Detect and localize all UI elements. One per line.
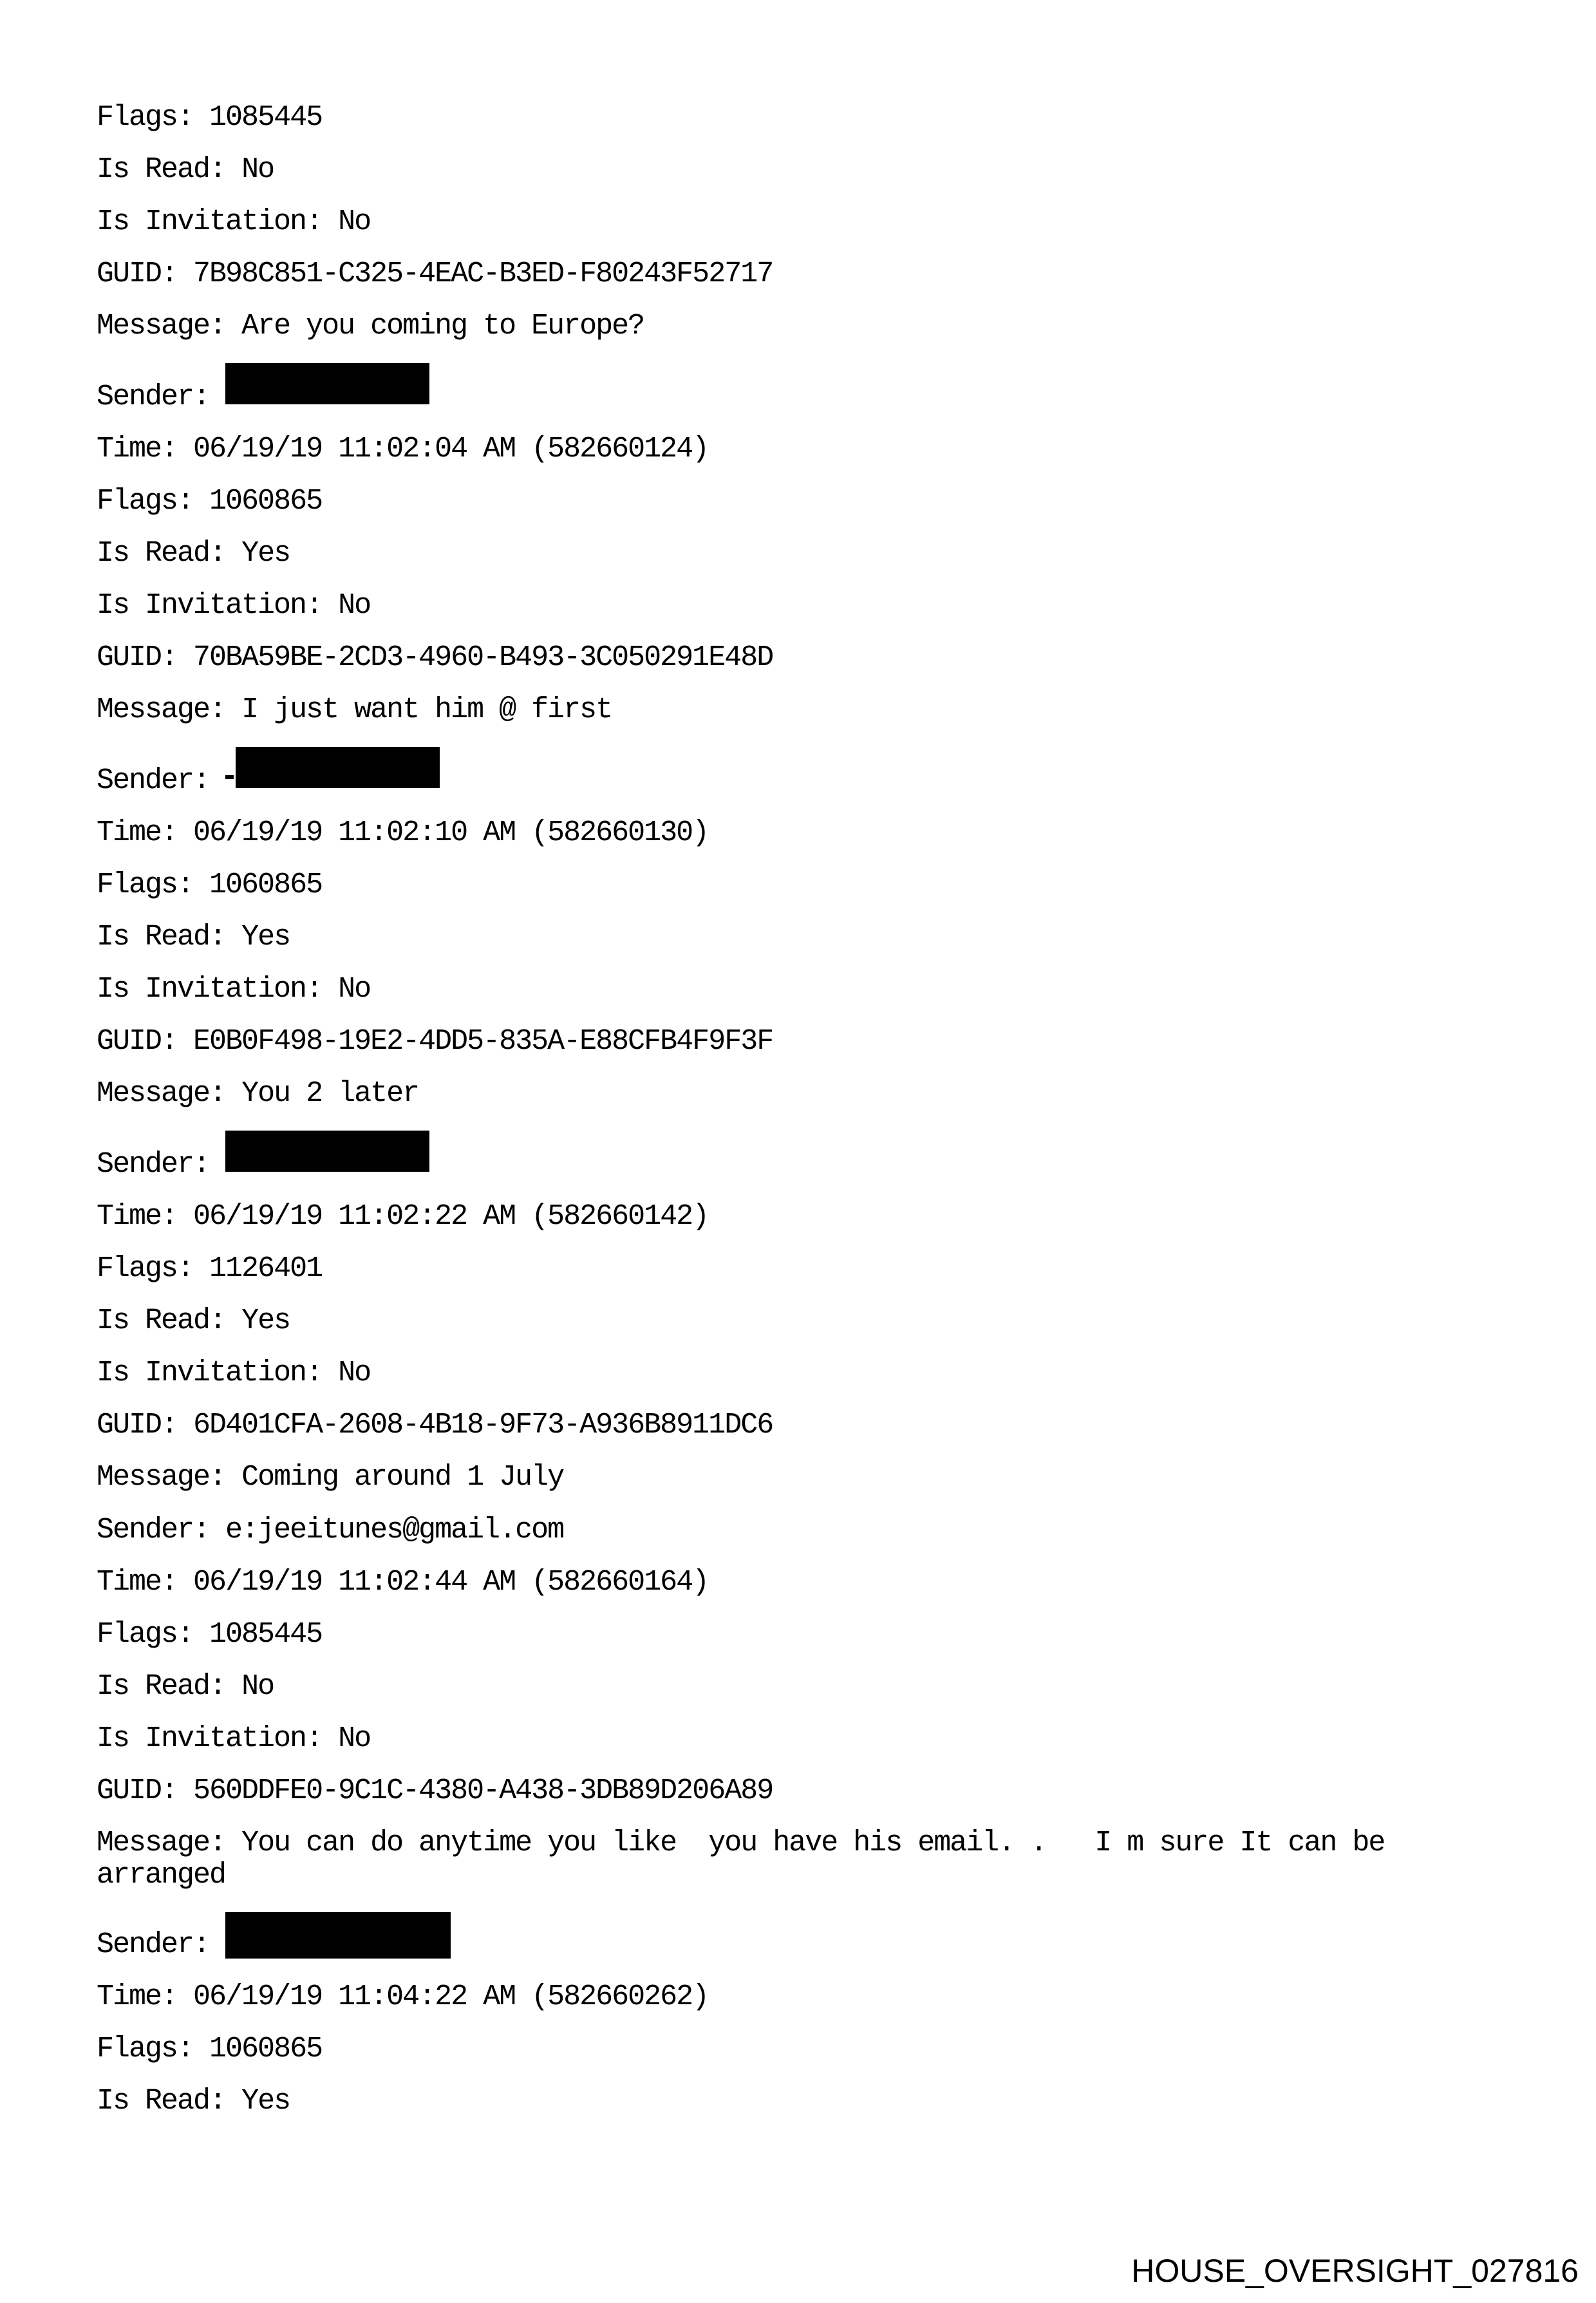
- field-value: 1085445: [209, 101, 323, 134]
- field-line-is-invitation: [97, 206, 1487, 238]
- field-line-message: [97, 694, 1487, 726]
- field-label: Time:: [97, 1566, 178, 1599]
- field-value: 1060865: [209, 485, 323, 518]
- field-label: Sender:: [97, 1148, 210, 1181]
- field-label: Message:: [97, 1077, 226, 1110]
- field-line-sender: [97, 1131, 1487, 1181]
- message-record: [97, 102, 1487, 343]
- field-value: E0B0F498-19E2-4DD5-835A-E88CFB4F9F3F: [193, 1025, 773, 1058]
- field-label: Sender:: [97, 1928, 210, 1961]
- field-line-is-invitation: [97, 1357, 1487, 1389]
- bates-number: HOUSE_OVERSIGHT_027816: [1131, 2253, 1579, 2289]
- field-label: Time:: [97, 433, 178, 465]
- field-line-is-read: [97, 2085, 1487, 2118]
- message-record: [97, 747, 1487, 1110]
- field-label: Is Read:: [97, 1670, 226, 1703]
- field-value: No: [338, 205, 371, 238]
- field-line-guid: [97, 1409, 1487, 1442]
- field-value: 70BA59BE-2CD3-4960-B493-3C050291E48D: [193, 641, 773, 674]
- field-line-sender: [97, 363, 1487, 413]
- field-value: 6D401CFA-2608-4B18-9F73-A936B8911DC6: [193, 1409, 773, 1442]
- field-value: Yes: [241, 1304, 290, 1337]
- field-value: 06/19/19 11:02:10 AM (582660130): [193, 816, 709, 849]
- field-label: Message:: [97, 693, 226, 726]
- field-label: Is Read:: [97, 921, 226, 954]
- field-label: GUID:: [97, 1025, 178, 1058]
- field-value: 1060865: [209, 869, 323, 901]
- field-line-message: [97, 1827, 1487, 1892]
- redacted-char-fragment: [225, 775, 234, 779]
- field-line-time: [97, 1566, 1487, 1599]
- field-label: Is Read:: [97, 537, 226, 570]
- field-label: Message:: [97, 1827, 226, 1859]
- field-label: Is Read:: [97, 153, 226, 186]
- field-line-flags: [97, 2033, 1487, 2065]
- redaction-bar: [236, 747, 440, 788]
- field-line-is-read: [97, 1305, 1487, 1337]
- field-value: Coming around 1 July: [241, 1461, 564, 1494]
- field-value: You 2 later: [241, 1077, 419, 1110]
- redaction-bar: [225, 1912, 451, 1959]
- field-label: Message:: [97, 310, 226, 343]
- field-value: No: [241, 1670, 274, 1703]
- field-value: 560DDFE0-9C1C-4380-A438-3DB89D206A89: [193, 1774, 773, 1807]
- field-line-sender: [97, 1514, 1487, 1546]
- message-record: [97, 1912, 1487, 2118]
- field-label: Flags:: [97, 1618, 194, 1651]
- message-log-page: [97, 102, 1487, 2138]
- field-label: Flags:: [97, 869, 194, 901]
- field-value: e:jeeitunes@gmail.com: [225, 1514, 564, 1546]
- field-label: Is Read:: [97, 2085, 226, 2118]
- field-line-flags: [97, 1619, 1487, 1651]
- message-record: [97, 1131, 1487, 1494]
- field-label: GUID:: [97, 1774, 178, 1807]
- field-value: No: [241, 153, 274, 186]
- field-value: 06/19/19 11:02:04 AM (582660124): [193, 433, 709, 465]
- field-line-time: [97, 817, 1487, 849]
- field-label: GUID:: [97, 258, 178, 290]
- field-value: Yes: [241, 2085, 290, 2118]
- field-label: Time:: [97, 816, 178, 849]
- field-value: 1060865: [209, 2033, 323, 2065]
- field-line-guid: [97, 642, 1487, 674]
- redaction-bar: [225, 1131, 429, 1172]
- field-label: Sender:: [97, 764, 210, 797]
- field-line-time: [97, 1201, 1487, 1233]
- field-value: Yes: [241, 921, 290, 954]
- field-value: You can do anytime you like you have his email. . I m sure It can be arranged: [97, 1827, 1401, 1892]
- field-label: Is Invitation:: [97, 1357, 323, 1389]
- field-label: Message:: [97, 1461, 226, 1494]
- field-value: No: [338, 589, 371, 622]
- field-line-sender: [97, 747, 1487, 797]
- field-value: 1126401: [209, 1252, 323, 1285]
- message-record: [97, 1514, 1487, 1892]
- field-line-guid: [97, 1775, 1487, 1807]
- field-value: 06/19/19 11:04:22 AM (582660262): [193, 1980, 709, 2013]
- field-line-guid: [97, 258, 1487, 290]
- field-line-is-read: [97, 154, 1487, 186]
- field-line-flags: [97, 1253, 1487, 1285]
- field-value: Are you coming to Europe?: [241, 310, 644, 343]
- field-line-time: [97, 1981, 1487, 2013]
- field-label: Is Invitation:: [97, 205, 323, 238]
- field-label: Flags:: [97, 2033, 194, 2065]
- field-value: 06/19/19 11:02:22 AM (582660142): [193, 1200, 709, 1233]
- field-label: Time:: [97, 1200, 178, 1233]
- redaction-bar: [225, 363, 429, 404]
- field-value: 7B98C851-C325-4EAC-B3ED-F80243F52717: [193, 258, 773, 290]
- field-label: Is Invitation:: [97, 973, 323, 1006]
- field-label: Flags:: [97, 1252, 194, 1285]
- field-line-message: [97, 310, 1487, 343]
- field-value: Yes: [241, 537, 290, 570]
- field-value: 1085445: [209, 1618, 323, 1651]
- field-line-guid: [97, 1026, 1487, 1058]
- field-label: Is Invitation:: [97, 1722, 323, 1755]
- field-label: Is Read:: [97, 1304, 226, 1337]
- field-value: No: [338, 973, 371, 1006]
- field-line-is-invitation: [97, 973, 1487, 1006]
- field-value: I just want him @ first: [241, 693, 612, 726]
- field-label: Is Invitation:: [97, 589, 323, 622]
- field-line-is-invitation: [97, 1723, 1487, 1755]
- field-label: GUID:: [97, 1409, 178, 1442]
- message-record: [97, 363, 1487, 726]
- field-line-is-read: [97, 538, 1487, 570]
- field-line-is-invitation: [97, 590, 1487, 622]
- field-line-is-read: [97, 1671, 1487, 1703]
- field-label: GUID:: [97, 641, 178, 674]
- field-line-message: [97, 1078, 1487, 1110]
- field-label: Flags:: [97, 101, 194, 134]
- field-line-message: [97, 1462, 1487, 1494]
- field-line-time: [97, 433, 1487, 465]
- field-line-flags: [97, 485, 1487, 518]
- field-line-is-read: [97, 921, 1487, 954]
- field-label: Flags:: [97, 485, 194, 518]
- field-label: Sender:: [97, 381, 210, 413]
- field-line-flags: [97, 869, 1487, 901]
- field-value: No: [338, 1357, 371, 1389]
- field-label: Sender:: [97, 1514, 210, 1546]
- field-line-flags: [97, 102, 1487, 134]
- field-line-sender: [97, 1912, 1487, 1961]
- field-label: Time:: [97, 1980, 178, 2013]
- field-value: No: [338, 1722, 371, 1755]
- field-value: 06/19/19 11:02:44 AM (582660164): [193, 1566, 709, 1599]
